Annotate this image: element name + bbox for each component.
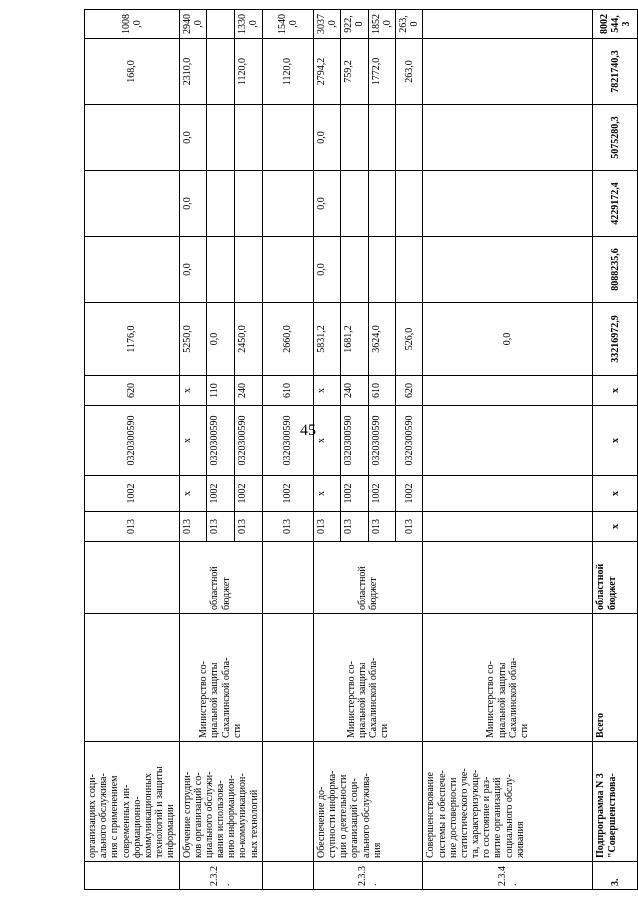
vr-cell [423,376,593,406]
year-2014-cell [395,237,422,303]
year-2015-cell [234,171,262,237]
year-2017-cell: 168,0 [85,39,180,105]
activity-name: Совершенствование системы и обеспече- ние достоверности статистического уче- та, характеризующе- го состояние и раз- витие организаций социального обслу- живания [423,742,593,862]
year-2014-cell: 0,0 [313,237,340,303]
vr-cell: 240 [234,376,262,406]
row-number: 2.3.4. [423,862,593,890]
grbs-cell: 013 [179,512,207,542]
table-row [262,10,313,890]
activity-name [262,742,313,862]
year-2017-cell: 2310,0 [179,39,207,105]
row-number [262,862,313,890]
grbs-cell: 013 [313,512,340,542]
year-2018-cell: 1852,0 [368,10,395,39]
year-2016-cell: 5075280,3 [593,105,638,171]
rzpr-cell: 1002 [368,476,395,512]
total-cell: 1176,0 [85,303,180,376]
year-2017-cell: 2794,2 [313,39,340,105]
year-2015-cell [395,171,422,237]
vr-cell: 610 [368,376,395,406]
vr-cell: 110 [207,376,235,406]
csr-cell: 0320300590 [368,406,395,476]
csr-cell: 0320300590 [85,406,180,476]
year-2014-cell [207,237,235,303]
csr-cell: 0320300590 [207,406,235,476]
total-cell: 526,0 [395,303,422,376]
funding-source [423,542,593,614]
rotated-table-wrapper [84,14,632,890]
year-2017-cell: 1120,0 [234,39,262,105]
vr-cell: х [313,376,340,406]
csr-cell [423,406,593,476]
table-row [313,10,340,890]
total-cell: 5250,0 [179,303,207,376]
rzpr-cell: 1002 [341,476,368,512]
rzpr-cell: 1002 [85,476,180,512]
year-2015-cell [262,171,313,237]
csr-cell: 0320300590 [262,406,313,476]
activity-name: Подпрограмма N 3 "Совершенствова- [593,742,638,862]
total-cell: 2450,0 [234,303,262,376]
year-2015-cell: 0,0 [179,171,207,237]
funding-source: областной бюджет [313,542,423,614]
year-2016-cell [262,105,313,171]
program-funding-table [84,9,638,890]
grbs-cell: 013 [207,512,235,542]
executor [85,614,180,742]
rzpr-cell: х [593,476,638,512]
activity-name: организациях соци- ального обслужива- ния с применением современных ин- формационно- коммуникационных технологий и защиты информации [85,742,180,862]
year-2017-cell: 1772,0 [368,39,395,105]
year-2018-cell: 1008,0 [85,10,180,39]
year-2014-cell [341,237,368,303]
year-2014-cell [262,237,313,303]
year-2018-cell: 8002544,3 [593,10,638,39]
row-number [85,862,180,890]
grbs-cell: 013 [395,512,422,542]
vr-cell: х [179,376,207,406]
csr-cell: 0320300590 [341,406,368,476]
year-2018-cell: 922,0 [341,10,368,39]
grbs-cell: 013 [341,512,368,542]
funding-source: областной бюджет [179,542,262,614]
rzpr-cell [423,476,593,512]
csr-cell: 0320300590 [395,406,422,476]
total-cell: 3624,0 [368,303,395,376]
grbs-cell [423,512,593,542]
year-2016-cell [234,105,262,171]
csr-cell: 0320300590 [234,406,262,476]
year-2018-cell: 3037,0 [313,10,340,39]
year-2015-cell [368,171,395,237]
row-number: 2.3.2. [179,862,262,890]
year-2015-cell [207,171,235,237]
year-2017-cell [423,39,593,105]
vr-cell: 620 [395,376,422,406]
year-2014-cell: 0,0 [179,237,207,303]
rzpr-cell: х [179,476,207,512]
year-2014-cell [85,237,180,303]
year-2017-cell: 7821740,3 [593,39,638,105]
year-2015-cell [423,171,593,237]
total-cell: 33216972,9 [593,303,638,376]
row-number: 2.3.3. [313,862,423,890]
total-cell: 0,0 [207,303,235,376]
year-2018-cell [423,10,593,39]
year-2016-cell: 0,0 [313,105,340,171]
year-2017-cell: 263,0 [395,39,422,105]
year-2015-cell [85,171,180,237]
vr-cell: 610 [262,376,313,406]
executor: Министерство со- циальной защиты Сахалинской обла- сти [179,614,262,742]
table-row [179,10,207,890]
vr-cell: 240 [341,376,368,406]
grbs-cell: 013 [262,512,313,542]
year-2018-cell: 263,0 [395,10,422,39]
grbs-cell: 013 [85,512,180,542]
year-2014-cell [423,237,593,303]
year-2017-cell: 759,2 [341,39,368,105]
activity-name: Обеспечение до- ступности информа- ции о деятельности организаций соци- ального обслужива- ния [313,742,423,862]
year-2014-cell [368,237,395,303]
year-2016-cell [341,105,368,171]
year-2016-cell [423,105,593,171]
grbs-cell: х [593,512,638,542]
executor [262,614,313,742]
year-2018-cell: 1330,0 [234,10,262,39]
funding-source [262,542,313,614]
rzpr-cell: 1002 [207,476,235,512]
year-2017-cell: 1120,0 [262,39,313,105]
executor: Всего [593,614,638,742]
vr-cell: 620 [85,376,180,406]
total-cell: 0,0 [423,303,593,376]
year-2015-cell: 0,0 [313,171,340,237]
year-2018-cell: 2940,0 [179,10,207,39]
total-cell: 1681,2 [341,303,368,376]
csr-cell: х [179,406,207,476]
funding-source: областной бюджет [593,542,638,614]
year-2015-cell: 4229172,4 [593,171,638,237]
year-2016-cell: 0,0 [179,105,207,171]
year-2014-cell [234,237,262,303]
rzpr-cell: 1002 [262,476,313,512]
csr-cell: х [313,406,340,476]
year-2016-cell [368,105,395,171]
executor: Министерство со- циальной защиты Сахалинской обла- сти [313,614,423,742]
year-2016-cell [207,105,235,171]
year-2017-cell [207,39,235,105]
vr-cell: х [593,376,638,406]
activity-name: Обучение сотрудни- ков организаций со- циального обслужи- вания использова- нию информацион- но-коммуникацион- ных технологий [179,742,262,862]
grbs-cell: 013 [368,512,395,542]
year-2016-cell [395,105,422,171]
page-number: 45 [300,422,316,439]
year-2015-cell [341,171,368,237]
total-cell: 2660,0 [262,303,313,376]
rzpr-cell: 1002 [234,476,262,512]
year-2018-cell: 1540,0 [262,10,313,39]
year-2016-cell [85,105,180,171]
row-number: 3. [593,862,638,890]
year-2018-cell [207,10,235,39]
rzpr-cell: х [313,476,340,512]
csr-cell: х [593,406,638,476]
funding-source [85,542,180,614]
executor: Министерство со- циальной защиты Сахалинской обла- сти [423,614,593,742]
table-row [85,10,180,890]
year-2014-cell: 8088235,6 [593,237,638,303]
total-cell: 5831,2 [313,303,340,376]
grbs-cell: 013 [234,512,262,542]
rzpr-cell: 1002 [395,476,422,512]
table-row [423,10,593,890]
table-row [593,10,638,890]
